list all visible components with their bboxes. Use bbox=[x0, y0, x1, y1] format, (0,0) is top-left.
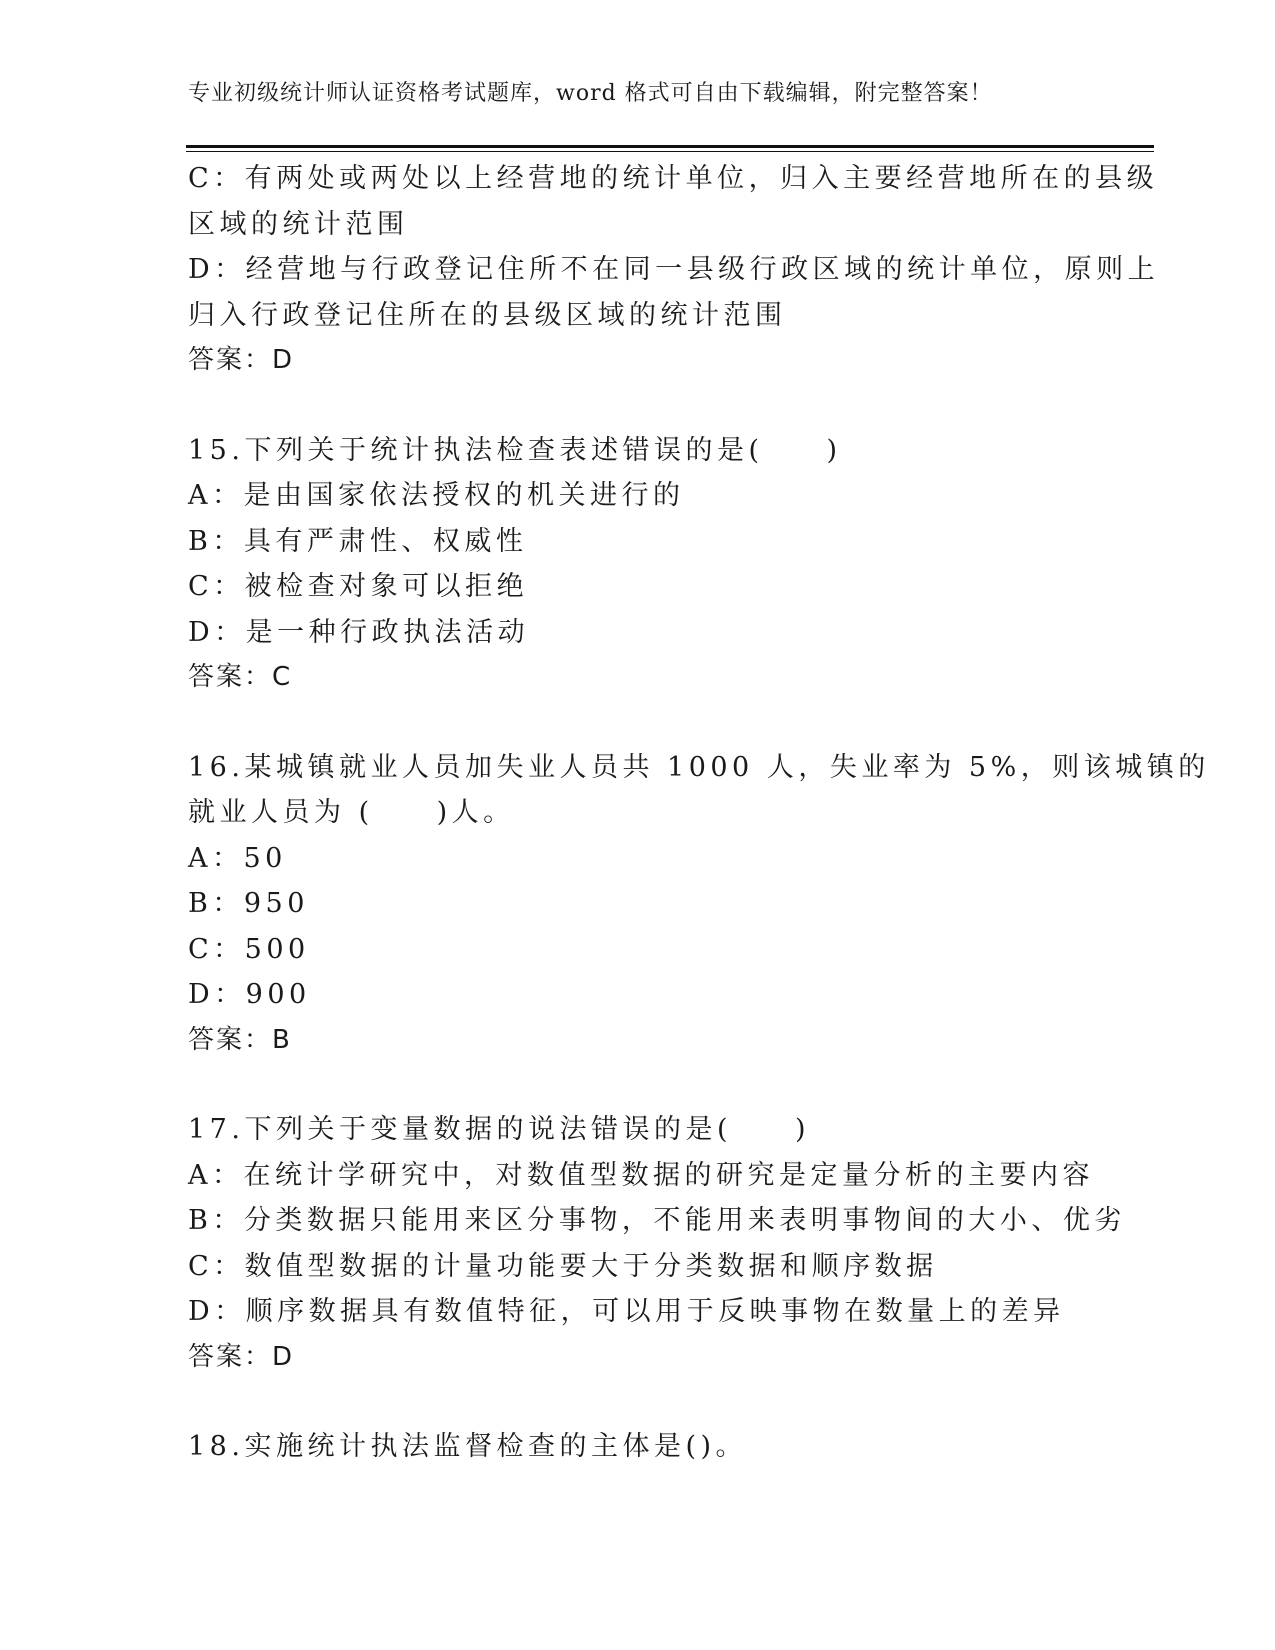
answer-15: 答案：C bbox=[188, 662, 293, 692]
option-c-line-2: 区域的统计范围 bbox=[188, 208, 409, 240]
document-header: 专业初级统计师认证资格考试题库，word 格式可自由下载编辑，附完整答案！ bbox=[188, 81, 993, 106]
question-15-text: 15.下列关于统计执法检查表述错误的是( ) bbox=[188, 434, 842, 466]
question-17-block bbox=[188, 1107, 1126, 1380]
document-body bbox=[188, 156, 1210, 1470]
option-c: C：数值型数据的计量功能要大于分类数据和顺序数据 bbox=[188, 1250, 938, 1282]
option-d: D：900 bbox=[188, 979, 311, 1010]
question-18-text: 18.实施统计执法监督检查的主体是()。 bbox=[188, 1431, 748, 1462]
option-c-line-1: C：有两处或两处以上经营地的统计单位，归入主要经营地所在的县级 bbox=[188, 163, 1159, 194]
option-b: B：950 bbox=[188, 888, 309, 919]
question-16-text-line-1: 16.某城镇就业人员加失业人员共 1000 人，失业率为 5%，则该城镇的 bbox=[188, 751, 1210, 783]
question-18-block bbox=[188, 1424, 1088, 1470]
question-15-block bbox=[188, 428, 1088, 701]
option-c: C：500 bbox=[188, 933, 310, 965]
answer-16: 答案：B bbox=[188, 1024, 292, 1055]
spacer bbox=[188, 1063, 1088, 1107]
option-a: A：在统计学研究中，对数值型数据的研究是定量分析的主要内容 bbox=[188, 1159, 1094, 1191]
question-16-text-line-2: 就业人员为 ( )人。 bbox=[188, 797, 515, 828]
answer-17: 答案：D bbox=[188, 1341, 295, 1372]
question-16-block bbox=[188, 745, 1210, 1064]
option-d-line-2: 归入行政登记住所在的县级区域的统计范围 bbox=[188, 299, 787, 331]
option-d: D：顺序数据具有数值特征，可以用于反映事物在数量上的差异 bbox=[188, 1296, 1065, 1327]
option-a: A：50 bbox=[188, 842, 287, 874]
header-rule-thick bbox=[186, 145, 1154, 148]
header-rule-thin bbox=[186, 151, 1154, 152]
option-c: C：被检查对象可以拒绝 bbox=[188, 571, 529, 602]
option-b: B：具有严肃性、权威性 bbox=[188, 525, 528, 557]
option-d-line-1: D：经营地与行政登记住所不在同一县级行政区域的统计单位，原则上 bbox=[188, 254, 1160, 285]
spacer bbox=[188, 1380, 1088, 1424]
question-17-text: 17.下列关于变量数据的说法错误的是( ) bbox=[188, 1114, 811, 1145]
option-a: A：是由国家依法授权的机关进行的 bbox=[188, 480, 685, 511]
spacer bbox=[188, 701, 1088, 745]
answer-14: 答案：D bbox=[188, 345, 295, 375]
option-b: B：分类数据只能用来区分事物，不能用来表明事物间的大小、优劣 bbox=[188, 1205, 1126, 1236]
option-d: D：是一种行政执法活动 bbox=[188, 616, 530, 648]
spacer bbox=[188, 384, 1088, 428]
question-14-block bbox=[188, 156, 1160, 384]
